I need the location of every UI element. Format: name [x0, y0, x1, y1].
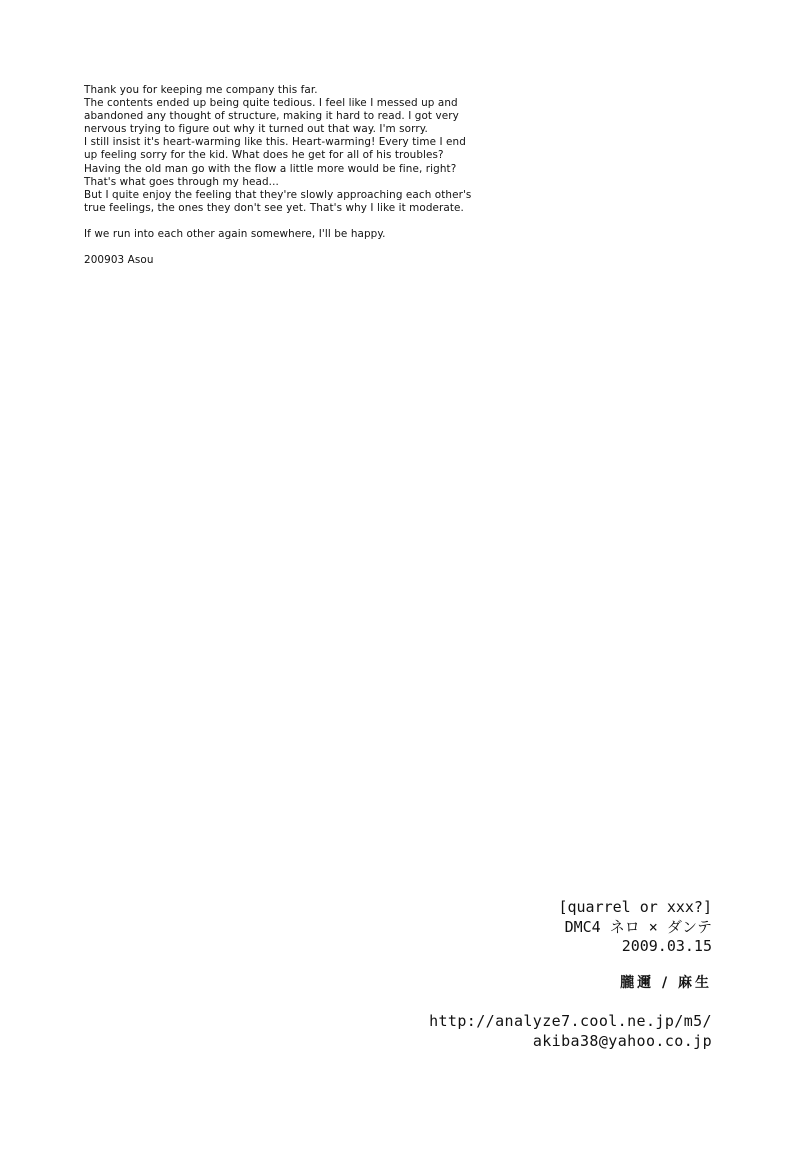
afterword-line: But I quite enjoy the feeling that they're slowly approaching each other's — [84, 188, 472, 201]
paragraph-gap — [84, 241, 564, 254]
afterword-author: Asou — [127, 254, 154, 267]
afterword-line: That's what goes through my head... — [84, 175, 279, 188]
afterword-line: up feeling sorry for the kid. What does he get for all of his troubles? — [84, 149, 444, 162]
afterword-date: 200903 — [84, 254, 125, 267]
afterword-line: I still insist it's heart-warming like this. Heart-warming! Every time I end — [84, 136, 466, 149]
afterword-signature — [84, 254, 564, 267]
afterword-line: The contents ended up being quite tedious. I feel like I messed up and — [84, 97, 458, 110]
colophon-authors: 朧邇 / 麻生 — [620, 974, 712, 991]
colophon-title: [quarrel or xxx?] — [558, 898, 712, 916]
colophon-date: 2009.03.15 — [621, 937, 712, 955]
colophon-spacer — [429, 993, 712, 1012]
colophon — [429, 898, 712, 1051]
colophon-subtitle: DMC4 ネロ × ダンテ — [564, 917, 712, 936]
afterword-line: nervous trying to figure out why it turned out that way. I'm sorry. — [84, 123, 428, 136]
afterword-text — [84, 84, 564, 267]
afterword-closing: If we run into each other again somewhere, I'll be happy. — [84, 227, 386, 240]
afterword-line: abandoned any thought of structure, making it hard to read. I got very — [84, 110, 459, 123]
afterword-line: Thank you for keeping me company this far. — [84, 84, 318, 96]
colophon-email: akiba38@yahoo.co.jp — [532, 1031, 712, 1050]
colophon-url: http://analyze7.cool.ne.jp/m5/ — [429, 1012, 712, 1030]
paragraph-gap — [84, 215, 564, 228]
afterword-line: Having the old man go with the flow a little more would be fine, right? — [84, 162, 457, 175]
afterword-line: true feelings, the ones they don't see yet. That's why I like it moderate. — [84, 201, 464, 214]
